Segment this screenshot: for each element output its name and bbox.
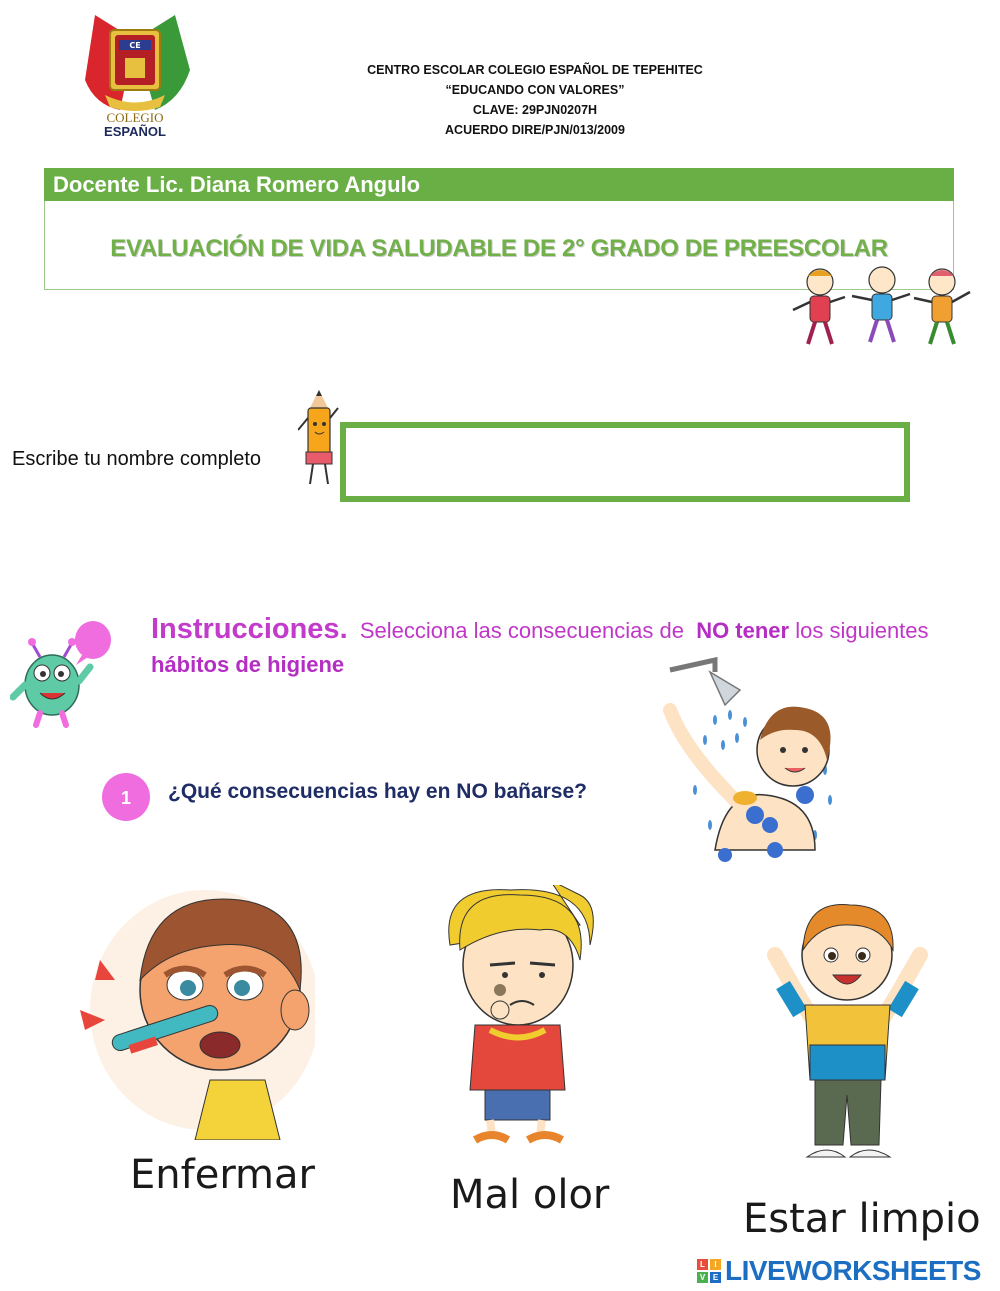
instructions-bold-2: hábitos de higiene bbox=[151, 652, 345, 677]
teacher-bar: Docente Lic. Diana Romero Angulo bbox=[44, 168, 954, 201]
instructions-bold-1: NO tener bbox=[696, 618, 790, 643]
shower-illustration bbox=[655, 650, 855, 865]
kids-illustration bbox=[790, 262, 980, 357]
logo-text-bottom: ESPAÑOL bbox=[104, 124, 166, 139]
question-text: ¿Qué consecuencias hay en NO bañarse? bbox=[168, 780, 587, 803]
name-input[interactable] bbox=[340, 422, 910, 502]
school-acuerdo: ACUERDO DIRE/PJN/013/2009 bbox=[445, 123, 625, 137]
school-header bbox=[300, 60, 770, 140]
option-estar-limpio[interactable]: Estar limpio bbox=[743, 1196, 981, 1242]
option-mal-olor[interactable]: Mal olor bbox=[450, 1172, 610, 1218]
logo-cell-v: V bbox=[697, 1272, 708, 1283]
smelly-kid-image[interactable] bbox=[430, 885, 600, 1150]
instructions-lead: Instrucciones bbox=[151, 613, 340, 645]
liveworksheets-text: LIVEWORKSHEETS bbox=[725, 1255, 981, 1286]
logo-cell-l: L bbox=[697, 1259, 708, 1270]
school-clave: CLAVE: 29PJN0207H bbox=[472, 103, 598, 117]
logo-cell-i: I bbox=[710, 1259, 721, 1270]
school-motto: “EDUCANDO CON VALORES” bbox=[445, 83, 625, 97]
page-title: EVALUACIÓN DE VIDA SALUDABLE DE 2° GRADO DE PREESCOLAR bbox=[110, 235, 888, 262]
instructions-dot: . bbox=[339, 613, 348, 645]
name-label: Escribe tu nombre completo bbox=[12, 448, 262, 470]
clean-kid-image[interactable] bbox=[755, 895, 940, 1175]
option-enfermar[interactable]: Enfermar bbox=[130, 1152, 315, 1198]
instructions-text-1: Selecciona las consecuencias de bbox=[359, 618, 684, 643]
logo-text bbox=[85, 111, 185, 139]
school-name: CENTRO ESCOLAR COLEGIO ESPAÑOL DE TEPEHITEC bbox=[367, 63, 703, 77]
sick-kid-image[interactable] bbox=[70, 870, 315, 1140]
instructions-text-2: los siguientes bbox=[795, 618, 929, 643]
liveworksheets-logo-icon bbox=[697, 1259, 721, 1283]
liveworksheets-brand[interactable] bbox=[697, 1255, 981, 1287]
question-number-badge: 1 bbox=[102, 773, 150, 821]
logo-text-top: COLEGIO bbox=[106, 110, 164, 125]
monster-icon bbox=[10, 615, 125, 730]
pencil-icon bbox=[298, 388, 340, 488]
logo-cell-e: E bbox=[710, 1272, 721, 1283]
logo-badge: CE bbox=[129, 41, 141, 50]
